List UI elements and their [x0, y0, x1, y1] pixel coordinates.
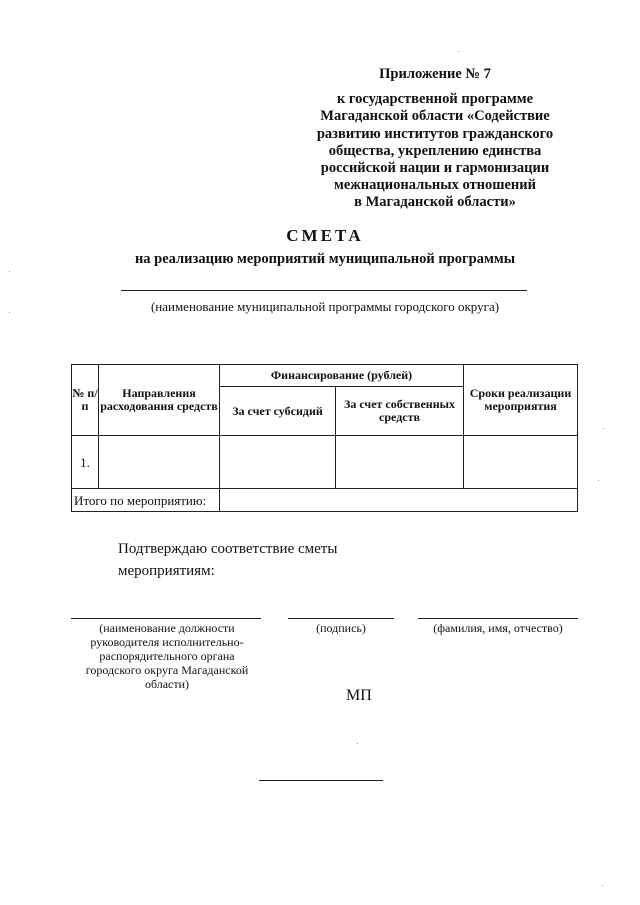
position-caption: (наименование должности руководителя исполнительно-распорядительного органа городского округа Магаданской области) — [85, 621, 249, 691]
header-cell-subsidy: За счет субсидий — [220, 387, 336, 436]
appendix-line: общества, укреплению единства — [328, 142, 542, 159]
estimate-table — [71, 364, 578, 512]
header-cell-terms: Сроки реализации мероприятия — [464, 365, 578, 436]
confirmation-line: мероприятиям: — [118, 563, 215, 579]
signature-caption: (подпись) — [316, 621, 366, 635]
row-direction-cell — [99, 436, 220, 489]
signature-line — [288, 618, 394, 619]
scan-speck — [357, 743, 358, 744]
name-caption: (фамилия, имя, отчество) — [433, 621, 563, 635]
scan-speck — [9, 312, 10, 313]
total-label-cell: Итого по мероприятию: — [72, 489, 220, 512]
scan-speck — [9, 271, 10, 272]
name-line — [418, 618, 578, 619]
appendix-line: Магаданской области «Содействие — [320, 108, 550, 125]
program-name-caption: (наименование муниципальной программы городского округа) — [150, 299, 500, 314]
scan-speck — [598, 480, 599, 481]
appendix-line: развитию институтов гражданского — [316, 125, 554, 142]
row-number-cell: 1. — [72, 436, 99, 489]
appendix-header — [300, 66, 570, 212]
appendix-line: российской нации и гармонизации — [320, 160, 550, 177]
scan-speck — [603, 428, 604, 429]
header-cell-own-funds: За счет собственных средств — [336, 387, 464, 436]
confirmation-line: Подтверждаю соответствие сметы — [118, 541, 338, 557]
row-terms-cell — [464, 436, 578, 489]
confirmation-text — [118, 538, 337, 582]
appendix-line: в Магаданской области» — [354, 194, 516, 211]
bottom-line — [259, 780, 383, 781]
program-name-line — [121, 290, 527, 291]
position-line — [71, 618, 261, 619]
total-value-cell — [220, 489, 578, 512]
row-own-funds-cell — [336, 436, 464, 489]
header-cell-direction: Направления расходования средств — [99, 365, 220, 436]
row-subsidy-cell — [220, 436, 336, 489]
stamp-place: МП — [346, 687, 372, 704]
header-cell-financing: Финансирование (рублей) — [220, 365, 464, 387]
scan-speck — [602, 885, 603, 886]
document-subtitle: на реализацию мероприятий муниципальной программы — [134, 251, 516, 267]
appendix-line: к государственной программе — [336, 91, 534, 108]
scan-speck — [458, 51, 459, 52]
appendix-number: Приложение № 7 — [379, 66, 491, 82]
header-cell-number: № п/п — [72, 365, 99, 436]
document-title: СМЕТА — [286, 226, 364, 245]
appendix-line: межнациональных отношений — [333, 177, 536, 194]
